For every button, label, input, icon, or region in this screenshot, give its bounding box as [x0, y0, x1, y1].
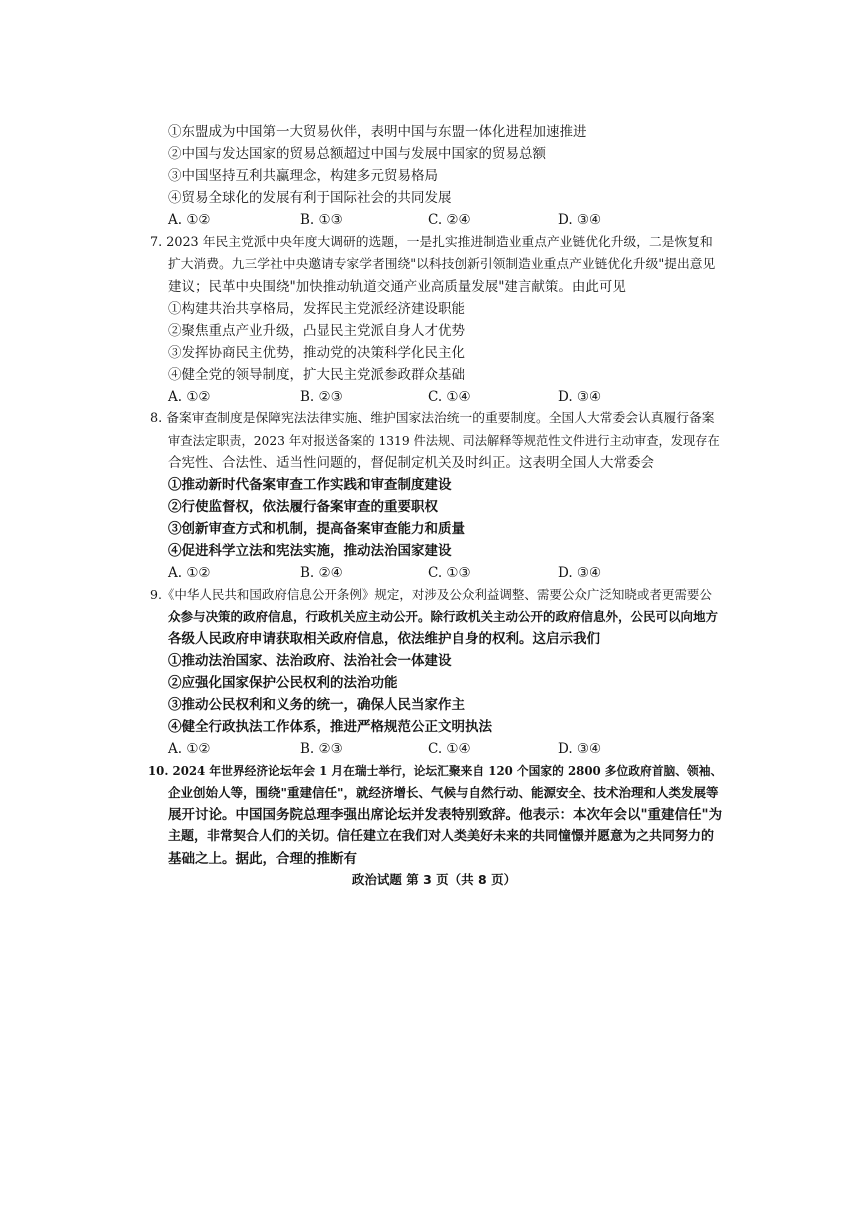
q10-stem-line-5: 基础之上。据此，合理的推断有	[168, 851, 357, 867]
q6-option-b: B. ①③	[300, 212, 343, 228]
q8-stem-line-2: 审查法定职责，2023 年对报送备案的 1319 件法规、司法解释等规范性文件进行主动审查，发现存在	[168, 434, 720, 448]
q9-option-a: A. ①②	[168, 741, 211, 757]
q7-option-a: A. ①②	[168, 389, 211, 405]
q10-stem-line-1: 10. 2024 年世界经济论坛年会 1 月在瑞士举行，论坛汇聚来自 120 个国家的 2800 多位政府首脑、领袖、	[148, 764, 723, 778]
q8-item-4: ④促进科学立法和宪法实施，推动法治国家建设	[168, 543, 452, 559]
q10-stem-line-3: 展开讨论。中国国务院总理李强出席论坛并发表特别致辞。他表示：本次年会以"重建信任"为	[168, 807, 723, 823]
q9-option-c: C. ①④	[428, 741, 471, 757]
q7-stem-line-2: 扩大消费。九三学社中央邀请专家学者围绕"以科技创新引领制造业重点产业链优化升级"提出意见	[168, 257, 716, 272]
q8-item-1: ①推动新时代备案审查工作实践和审查制度建设	[168, 477, 452, 493]
q8-option-d: D. ③④	[558, 565, 602, 581]
q6-item-3: ③中国坚持互利共赢理念，构建多元贸易格局	[168, 168, 438, 184]
q7-option-d: D. ③④	[558, 389, 602, 405]
page-footer: 政治试题 第 3 页（共 8 页）	[351, 872, 517, 887]
q8-option-c: C. ①③	[428, 565, 471, 581]
q7-item-3: ③发挥协商民主优势，推动党的决策科学化民主化	[168, 345, 465, 361]
q7-option-b: B. ②③	[300, 389, 343, 405]
q7-stem-line-3: 建议；民革中央围绕"加快推动轨道交通产业高质量发展"建言献策。由此可见	[168, 279, 626, 295]
q9-stem-line-3: 各级人民政府申请获取相关政府信息，依法维护自身的权利。这启示我们	[168, 631, 600, 647]
q9-option-b: B. ②③	[300, 741, 343, 757]
q7-item-1: ①构建共治共享格局，发挥民主党派经济建设职能	[168, 301, 465, 317]
q7-stem-line-1: 7. 2023 年民主党派中央年度大调研的选题，一是扎实推进制造业重点产业链优化升级，二是恢复和	[150, 235, 713, 250]
q6-item-1: ①东盟成为中国第一大贸易伙伴，表明中国与东盟一体化进程加速推进	[168, 124, 587, 140]
q9-item-1: ①推动法治国家、法治政府、法治社会一体建设	[168, 653, 452, 669]
q6-option-a: A. ①②	[168, 212, 211, 228]
q9-item-2: ②应强化国家保护公民权利的法治功能	[168, 675, 398, 691]
q8-stem-line-3: 合宪性、合法性、适当性问题的，督促制定机关及时纠正。这表明全国人大常委会	[168, 455, 654, 471]
q8-option-b: B. ②④	[300, 565, 343, 581]
q9-item-4: ④健全行政执法工作体系，推进严格规范公正文明执法	[168, 719, 492, 735]
q9-option-d: D. ③④	[558, 741, 602, 757]
q8-stem-line-1: 8. 备案审查制度是保障宪法法律实施、维护国家法治统一的重要制度。全国人大常委会认真履行备案	[150, 411, 715, 426]
q7-item-2: ②聚焦重点产业升级，凸显民主党派自身人才优势	[168, 323, 465, 339]
q10-stem-line-4: 主题，非常契合人们的关切。信任建立在我们对人类美好未来的共同憧憬并愿意为之共同努力的	[168, 829, 715, 844]
q6-item-4: ④贸易全球化的发展有利于国际社会的共同发展	[168, 190, 452, 206]
q6-option-d: D. ③④	[558, 212, 602, 228]
q7-item-4: ④健全党的领导制度，扩大民主党派参政群众基础	[168, 367, 465, 383]
q6-option-c: C. ②④	[428, 212, 471, 228]
q9-item-3: ③推动公民权利和义务的统一，确保人民当家作主	[168, 697, 465, 713]
q10-stem-line-2: 企业创始人等，围绕"重建信任"，就经济增长、气候与自然行动、能源安全、技术治理和人类发展等	[168, 785, 719, 800]
q9-stem-line-1: 9.《中华人民共和国政府信息公开条例》规定，对涉及公众利益调整、需要公众广泛知晓或者更需要公	[150, 587, 712, 602]
q8-item-3: ③创新审查方式和机制，提高备案审查能力和质量	[168, 521, 465, 537]
q8-option-a: A. ①②	[168, 565, 211, 581]
q6-item-2: ②中国与发达国家的贸易总额超过中国与发展中国家的贸易总额	[168, 146, 546, 162]
q8-item-2: ②行使监督权，依法履行备案审查的重要职权	[168, 499, 438, 515]
q9-stem-line-2: 众参与决策的政府信息，行政机关应主动公开。除行政机关主动公开的政府信息外，公民可以向地方	[168, 609, 719, 624]
q7-option-c: C. ①④	[428, 389, 471, 405]
